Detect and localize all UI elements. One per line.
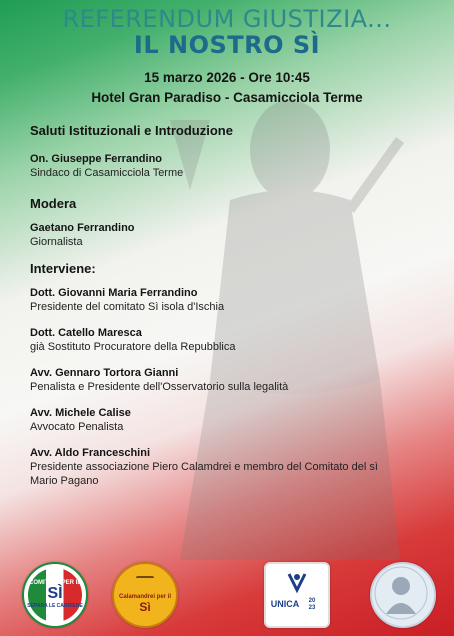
event-date-time: 15 marzo 2026 - Ore 10:45	[144, 70, 310, 85]
speaker-item	[30, 366, 440, 394]
speaker-role: Presidente associazione Piero Calamdrei e membro del Comitato del sì	[30, 461, 378, 473]
scales-icon	[136, 576, 154, 592]
program	[30, 123, 440, 500]
logo-strip	[0, 556, 454, 636]
speaker-item	[30, 221, 440, 249]
section-title-modera: Modera	[30, 196, 77, 211]
speaker-name: Dott. Giovanni Maria Ferrandino	[30, 287, 198, 299]
speaker-role: Sindaco di Casamicciola Terme	[30, 167, 184, 179]
calamandrei-si-logo	[112, 562, 178, 628]
unica-name: UNICA	[270, 599, 300, 609]
logo-text-bottom: SEPARA LE CARRIERE	[27, 603, 83, 609]
unica-logo	[264, 562, 330, 628]
section-title-interviene: Interviene:	[30, 261, 96, 276]
logo-text-top: COMITATO PER IL	[29, 580, 81, 586]
speaker-name: Avv. Michele Calise	[30, 407, 131, 419]
speaker-role-continued: Mario Pagano	[30, 475, 99, 487]
unica-emblem-icon	[287, 572, 307, 594]
speaker-name: Avv. Aldo Franceschini	[30, 447, 151, 459]
speaker-name: Avv. Gennaro Tortora Gianni	[30, 367, 179, 379]
unica-year-bottom: 23	[308, 605, 316, 611]
speaker-role: Presidente del comitato Sì isola d'Ischia	[30, 301, 225, 313]
speaker-name: Gaetano Ferrandino	[30, 222, 135, 234]
title-line-2: IL NOSTRO SÌ	[133, 31, 321, 59]
speaker-role: Penalista e Presidente dell'Osservatorio sulla legalità	[30, 381, 289, 393]
speaker-role: Giornalista	[30, 236, 83, 248]
logo-text-big: SÌ	[47, 585, 63, 602]
unica-year-top: 20	[308, 598, 316, 604]
poster-header	[0, 6, 454, 108]
speaker-item	[30, 286, 440, 314]
portrait-icon	[370, 562, 432, 624]
event-venue: Hotel Gran Paradiso - Casamicciola Terme	[91, 90, 363, 105]
speaker-role: Avvocato Penalista	[30, 421, 124, 433]
speaker-item	[30, 446, 440, 488]
speaker-item	[30, 406, 440, 434]
section-title-saluti: Saluti Istituzionali e Introduzione	[30, 123, 233, 138]
logo-text-top: Calamandrei per il	[118, 594, 172, 600]
speaker-item	[30, 326, 440, 354]
speaker-name: On. Giuseppe Ferrandino	[30, 153, 163, 165]
speaker-name: Dott. Catello Maresca	[30, 327, 142, 339]
speaker-role: già Sostituto Procuratore della Repubblica	[30, 341, 236, 353]
logo-text-big: Sì	[139, 600, 151, 614]
title-line-1: REFERENDUM GIUSTIZIA...	[62, 5, 392, 33]
comitato-si-logo	[22, 562, 88, 628]
speaker-item	[30, 152, 440, 180]
portrait-logo	[370, 562, 436, 628]
